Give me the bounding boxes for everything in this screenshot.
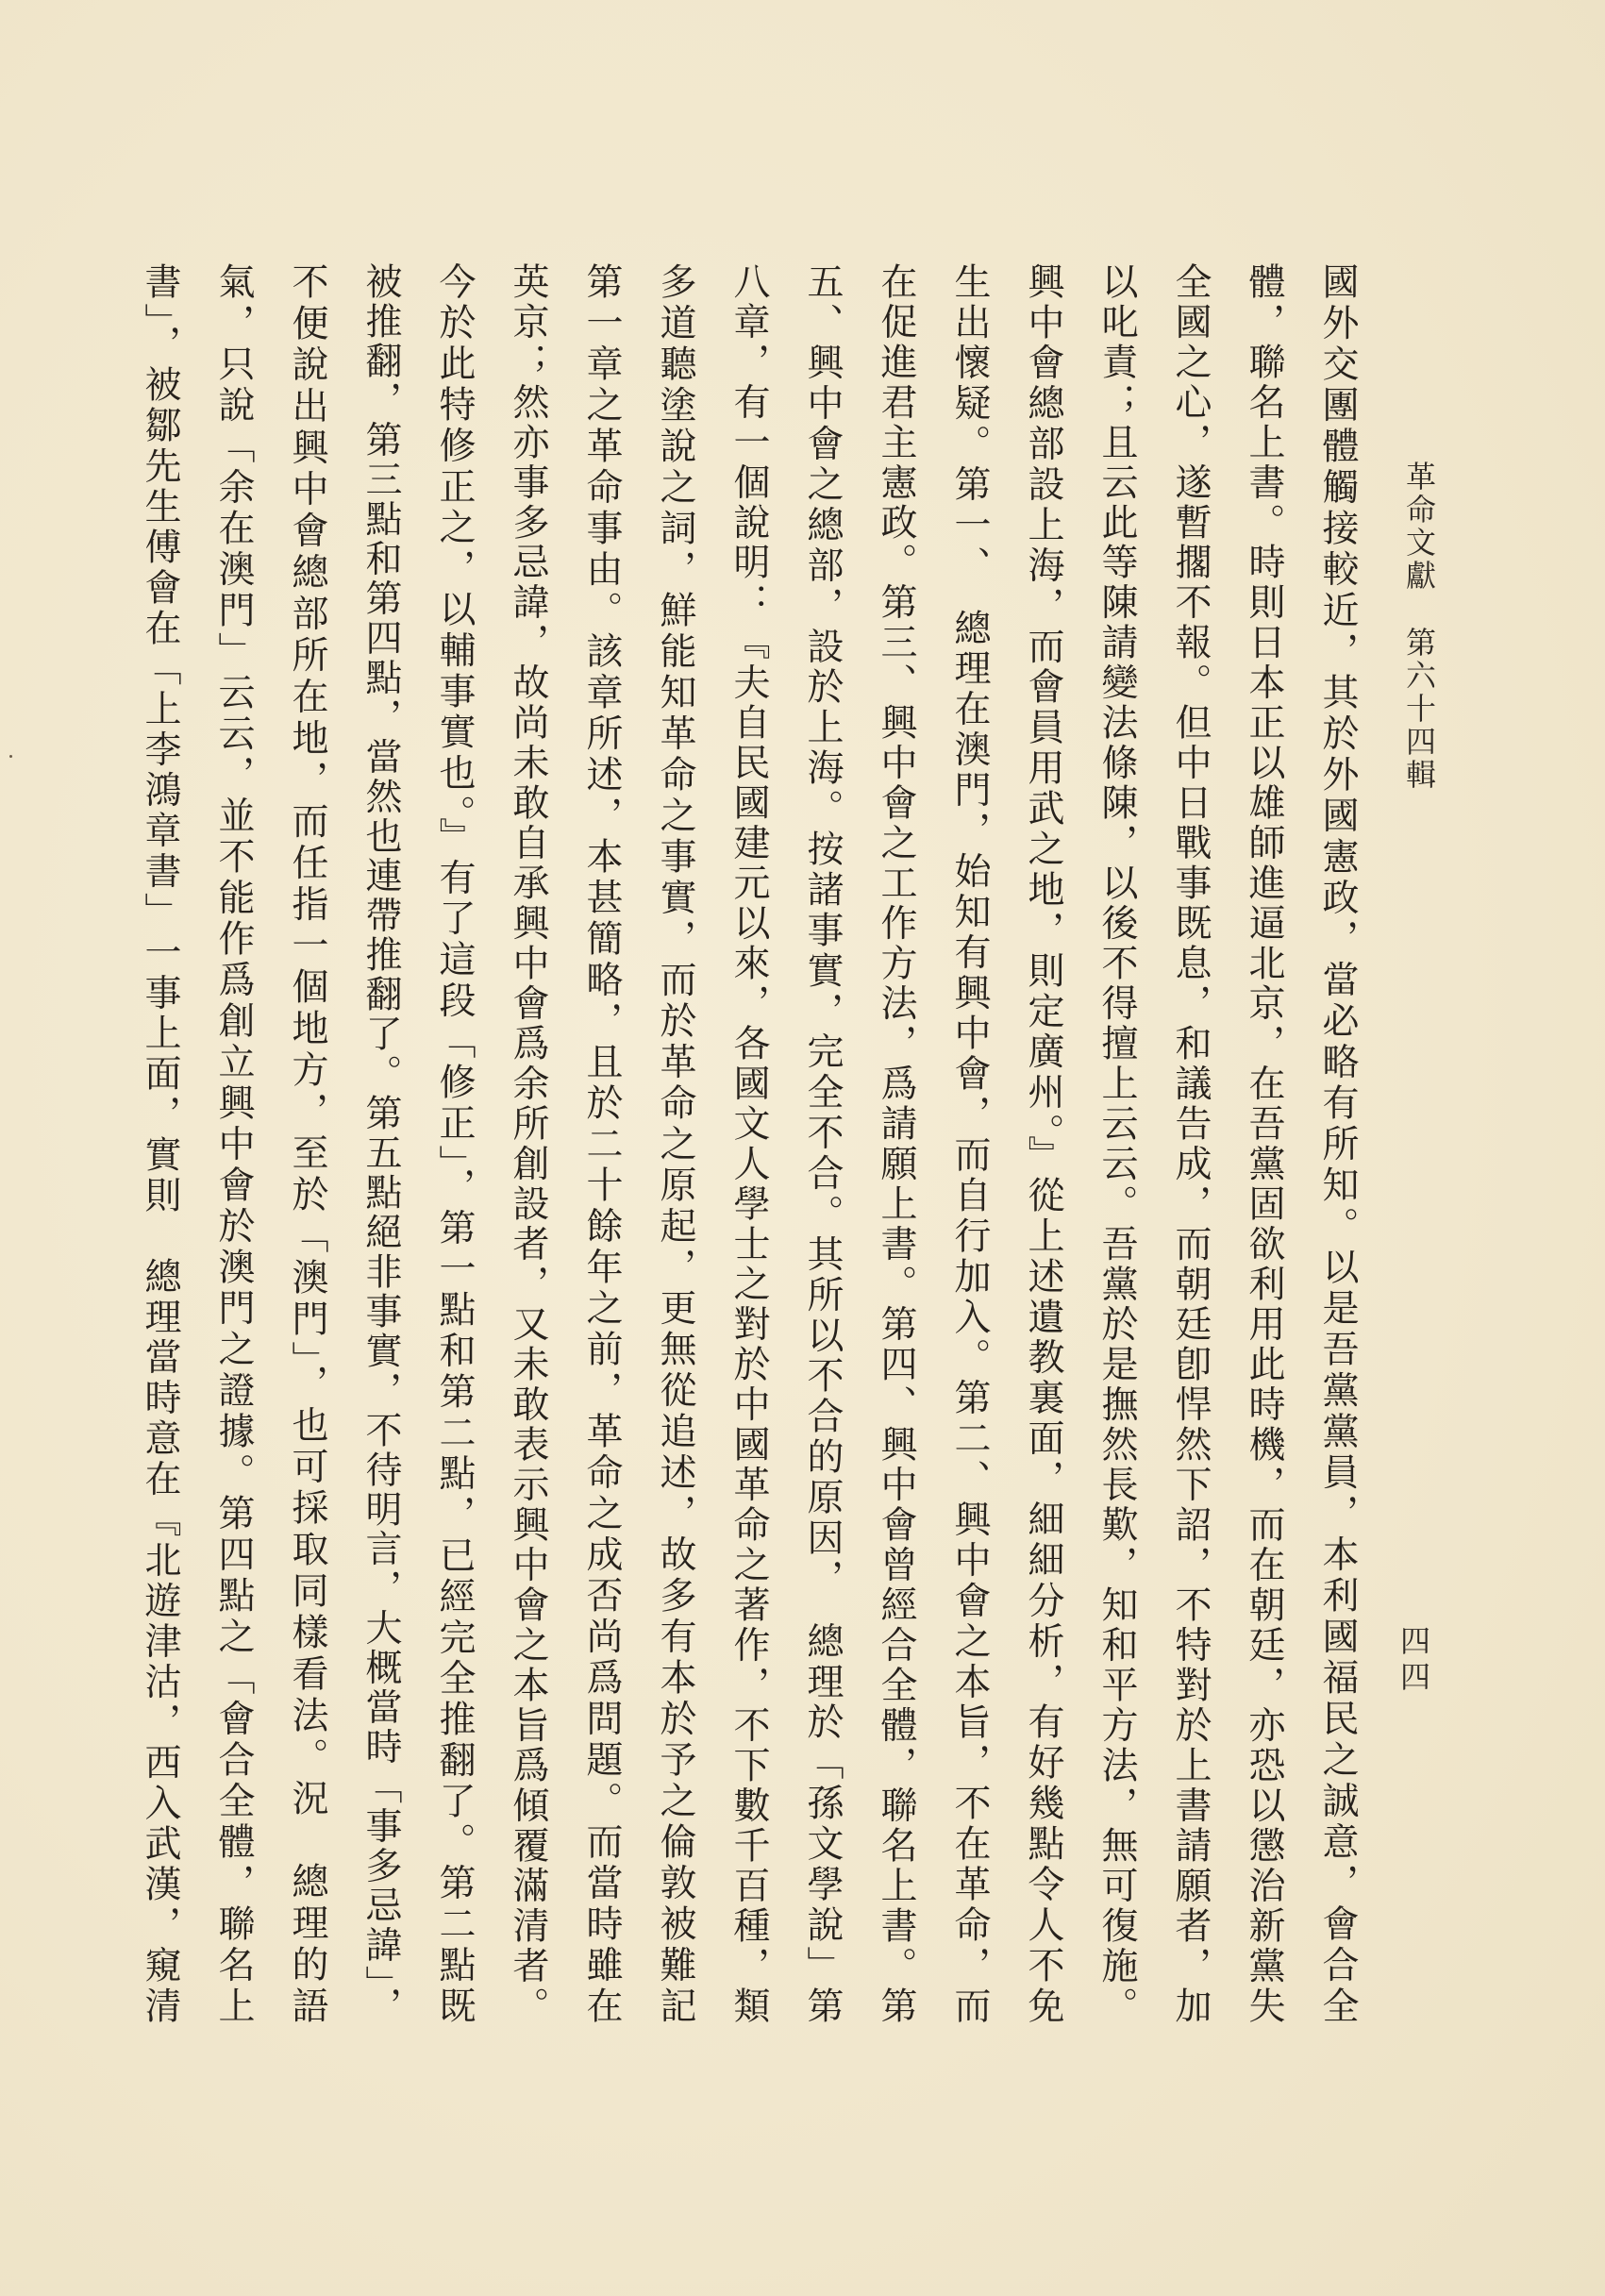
text-column: 書」，被鄒先生傅會在「上李鴻章書」一事上面，實則 總理當時意在『北遊津沽，西入武漢，窺清 xyxy=(139,262,181,2023)
running-header xyxy=(1400,461,1438,792)
text-column: 五、興中會之總部，設於上海。按諸事實，完全不合。其所以不合的原因， 總理於「孫文學說」第 xyxy=(801,262,844,2023)
text-column: 全國之心，遂暫擱不報。但中日戰事既息，和議告成，而朝廷卽悍然下詔，不特對於上書請願者，加 xyxy=(1169,262,1212,2023)
text-column: 多道聽塗說之詞，鮮能知革命之事實，而於革命之原起，更無從追述，故多有本於予之倫敦被難記 xyxy=(654,262,696,2023)
text-column: 不便說出興中會總部所在地，而任指一個地方，至於「澳門」，也可採取同樣看法。況 總理的語 xyxy=(286,262,328,2023)
text-column: 英京；然亦事多忌諱，故尚未敢自承興中會爲余所創設者，又未敢表示興中會之本旨爲傾覆滿清者。 xyxy=(507,262,549,2023)
paper-speck xyxy=(9,755,12,758)
text-column: 體，聯名上書。時則日本正以雄師進逼北京，在吾黨固欲利用此時機，而在朝廷，亦恐以懲治新黨失 xyxy=(1243,262,1285,2023)
text-column: 氣，只說「余在澳門」云云，並不能作爲創立興中會於澳門之證據。第四點之「會合全體，聯名上 xyxy=(212,262,255,2023)
text-column: 第一章之革命事由。該章所述，本甚簡略，且於二十餘年之前，革命之成否尚爲問題。而當時雖在 xyxy=(580,262,623,2023)
text-column: 生出懷疑。第一、 總理在澳門，始知有興中會，而自行加入。第二、興中會之本旨，不在革命，而 xyxy=(948,262,991,2023)
text-column: 興中會總部設上海，而會員用武之地，則定廣州。』從上述遺教裏面，細細分析，有好幾點令人不免 xyxy=(1022,262,1064,2023)
page-number: 四四 xyxy=(1396,1625,1431,1697)
publication-title: 革命文獻 xyxy=(1401,461,1437,593)
volume-number: 第六十四輯 xyxy=(1401,627,1437,792)
text-column: 八章，有一個說明：『夫自民國建元以來，各國文人學士之對於中國革命之著作，不下數千百種，類 xyxy=(727,262,770,2023)
text-column: 以叱責；且云此等陳請變法條陳，以後不得擅上云云。吾黨於是撫然長歎，知和平方法，無可復施。 xyxy=(1095,262,1138,2023)
text-column: 今於此特修正之，以輔事實也。』有了這段「修正」，第一點和第二點，已經完全推翻了。第二點既 xyxy=(433,262,476,2023)
text-column: 在促進君主憲政。第三、興中會之工作方法，爲請願上書。第四、興中會曾經合全體，聯名上書。第 xyxy=(875,262,917,2023)
text-column: 國外交團體觸接較近，其於外國憲政，當必略有所知。以是吾黨黨員，本利國福民之誠意，會合全 xyxy=(1316,262,1359,2023)
text-column: 被推翻，第三點和第四點，當然也連帶推翻了。第五點絕非事實，不待明言，大概當時「事多忌諱」， xyxy=(359,262,402,2023)
